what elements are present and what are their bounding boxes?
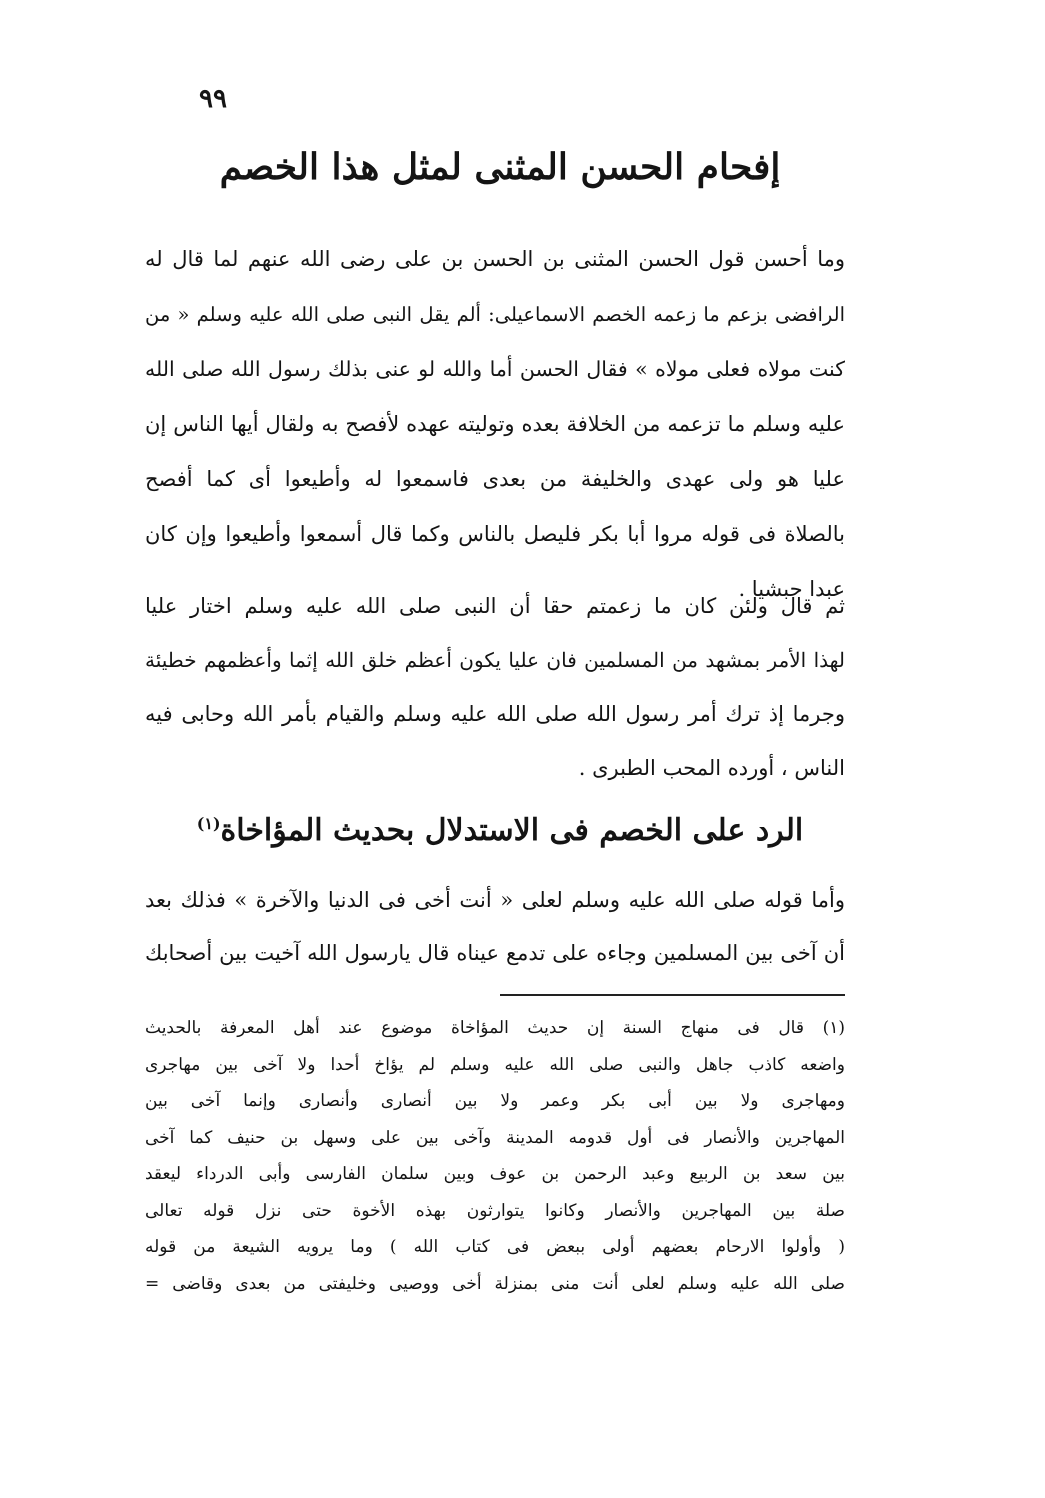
text-line: الرافضى بزعم ما زعمه الخصم الاسماعيلى: ألم يقل النبى صلى الله عليه وسلم « من xyxy=(145,303,845,326)
paragraph-tabari-report xyxy=(145,579,845,795)
page-number: ٩٩ xyxy=(199,84,227,114)
footnote-line: ومهاجرى ولا بين أبى بكر وعمر ولا بين أنصارى وأنصارى وإنما آخى بين xyxy=(145,1091,845,1111)
footnote-line: صلى الله عليه وسلم لعلى أنت منى بمنزلة أخى ووصيى وخليفتى من بعدى وقاضى = xyxy=(145,1273,845,1294)
text-line: الناس ، أورده المحب الطبرى . xyxy=(578,756,845,780)
footnote-line: واضعه كاذب جاهل والنبى صلى الله عليه وسلم لم يؤاخ أحدا ولا آخى بين مهاجرى xyxy=(145,1054,845,1075)
footnote-divider xyxy=(500,994,845,996)
text-line: وأما قوله صلى الله عليه وسلم لعلى « أنت أخى فى الدنيا والآخرة » فذلك بعد xyxy=(145,888,845,912)
paragraph-hasan-reply xyxy=(145,232,845,617)
text-line: عبدا حبشيا . xyxy=(738,577,845,601)
text-line: بالصلاة فى قوله مروا أبا بكر فليصل بالناس وكما قال أسمعوا وأطيعوا وإن كان xyxy=(145,522,845,546)
footnote-line: صلة بين المهاجرين والأنصار وكانوا يتوارثون بهذه الأخوة حتى نزل قوله تعالى xyxy=(145,1200,845,1221)
section-heading-muakhat xyxy=(150,813,850,848)
paragraph-brotherhood xyxy=(145,874,845,980)
text-line: عليا هو ولى عهدى والخليفة من بعدى فاسمعوا له وأطيعوا أى كما أفصح xyxy=(145,467,845,491)
text-line: عليه وسلم ما تزعمه من الخلافة بعده وتوليته عهده لأفصح به ولقال أيها الناس إن xyxy=(145,412,845,436)
footnote-marker: (١) xyxy=(196,814,221,833)
footnote-line: (١) قال فى منهاج السنة إن حديث المؤاخاة موضوع عند أهل المعرفة بالحديث xyxy=(145,1018,845,1038)
text-line: وجرما إذ ترك أمر رسول الله صلى الله عليه وسلم والقيام بأمر الله وحابى فيه xyxy=(145,702,845,726)
footnote-line: بين سعد بن الربيع وعبد الرحمن بن عوف وبين سلمان الفارسى وأبى الدرداء ليعقد xyxy=(145,1164,845,1184)
text-line: وما أحسن قول الحسن المثنى بن الحسن بن على رضى الله عنهم لما قال له xyxy=(145,247,845,271)
heading-text: الرد على الخصم فى الاستدلال بحديث المؤاخاة xyxy=(220,813,804,848)
text-line: كنت مولاه فعلى مولاه » فقال الحسن أما والله لو عنى بذلك رسول الله صلى الله xyxy=(145,357,845,381)
text-line: ثم قال ولئن كان ما زعمتم حقا أن النبى صلى الله عليه وسلم اختار عليا xyxy=(145,594,845,618)
footnote-line: المهاجرين والأنصار فى أول قدومه المدينة وآخى بين على وسهل بن حنيف كما آخى xyxy=(145,1127,845,1148)
footnote-line: ( وأولوا الارحام بعضهم أولى ببعض فى كتاب الله ) وما يرويه الشيعة من قوله xyxy=(145,1237,845,1257)
section-heading-ifham: إفحام الحسن المثنى لمثل هذا الخصم xyxy=(219,146,781,188)
footnote-block xyxy=(145,1010,845,1302)
text-line: أن آخى بين المسلمين وجاءه على تدمع عيناه قال يارسول الله آخيت بين أصحابك xyxy=(145,941,845,965)
text-line: لهذا الأمر بمشهد من المسلمين فان عليا يكون أعظم خلق الله إثما وأعظمهم خطيئة xyxy=(145,648,845,672)
